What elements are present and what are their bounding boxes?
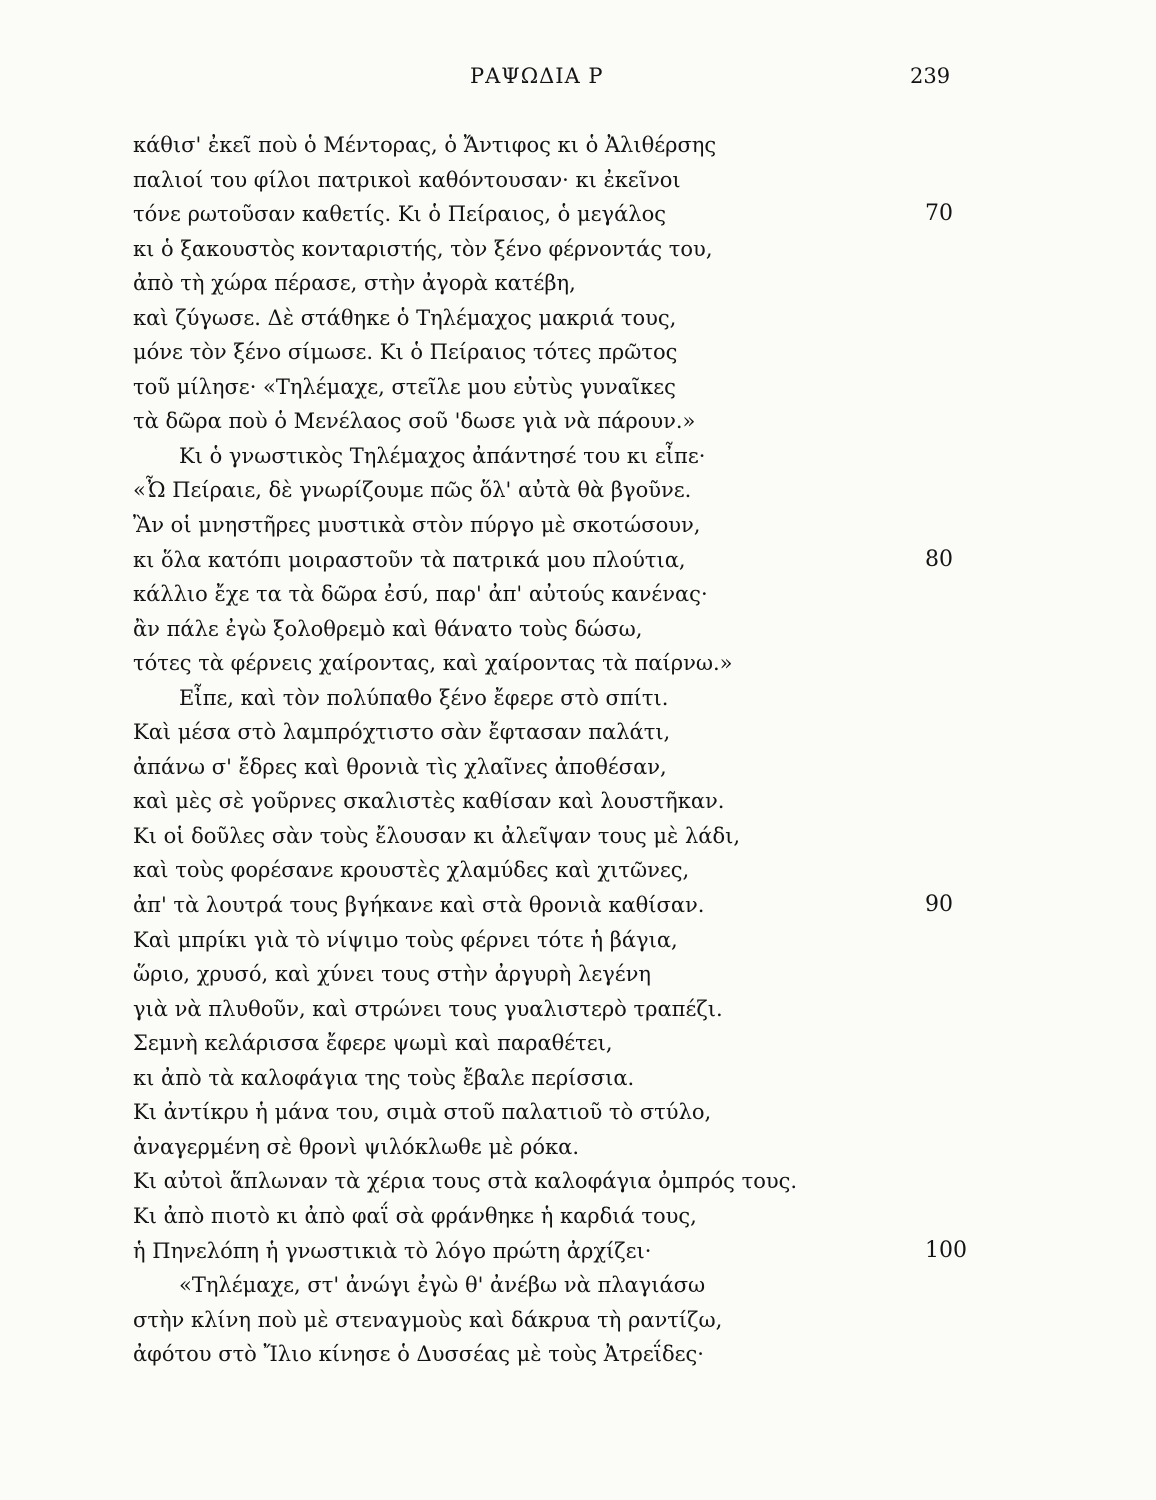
- verse-text: γιὰ νὰ πλυθοῦν, καὶ στρώνει τους γυαλιστερὸ τραπέζι.: [133, 996, 723, 1021]
- verse-text: ἀφότου στὸ Ἴλιο κίνησε ὁ Δυσσέας μὲ τοὺς Ἀτρεΐδες·: [133, 1342, 704, 1367]
- verse-line: [0, 784, 1156, 819]
- verse-line: [0, 1095, 1156, 1130]
- verse-text: τόνε ρωτοῦσαν καθετίς. Κι ὁ Πείραιος, ὁ μεγάλος: [133, 202, 666, 227]
- verse-text: «Τηλέμαχε, στ' ἀνώγι ἐγὼ θ' ἀνέβω νὰ πλαγιάσω: [179, 1273, 706, 1298]
- verse-line: [0, 232, 1156, 267]
- verse-text: κι ὁ ξακουστὸς κονταριστής, τὸν ξένο φέρνοντάς του,: [133, 236, 713, 261]
- verse-line: [0, 646, 1156, 681]
- verse-line: [0, 853, 1156, 888]
- verse-line: [0, 1130, 1156, 1165]
- verse-line: [0, 1164, 1156, 1199]
- verse-text: παλιοί του φίλοι πατρικοὶ καθόντουσαν· κι ἐκεῖνοι: [133, 167, 681, 192]
- verse-line: [0, 301, 1156, 336]
- verse-text: Κι ὁ γνωστικὸς Τηλέμαχος ἀπάντησέ του κι εἶπε·: [179, 443, 706, 468]
- verse-line: [0, 1268, 1156, 1303]
- verse-line: [0, 439, 1156, 474]
- verse-line: [0, 1303, 1156, 1338]
- verse-text: καὶ μὲς σὲ γοῦρνες σκαλιστὲς καθίσαν καὶ λουστῆκαν.: [133, 789, 725, 814]
- verse-text: κι ὅλα κατόπι μοιραστοῦν τὰ πατρικά μου πλούτια,: [133, 547, 686, 572]
- verse-text: Ἂν οἱ μνηστῆρες μυστικὰ στὸν πύργο μὲ σκοτώσουν,: [133, 513, 701, 538]
- verse-text: ὥριο, χρυσό, καὶ χύνει τους στὴν ἀργυρὴ λεγένη: [133, 962, 651, 987]
- verse-line: [0, 128, 1156, 163]
- verse-line: [0, 163, 1156, 198]
- verse-line: [0, 473, 1156, 508]
- verse-text: Κι ἀπὸ πιοτὸ κι ἀπὸ φαΐ σὰ φράνθηκε ἡ καρδιά τους,: [133, 1203, 697, 1228]
- verse-text: κάθισ' ἐκεῖ ποὺ ὁ Μέντορας, ὁ Ἄντιφος κι ὁ Ἀλιθέρσης: [133, 133, 717, 157]
- verse-text: ἀπάνω σ' ἔδρες καὶ θρονιὰ τὶς χλαῖνες ἀποθέσαν,: [133, 754, 667, 779]
- line-number: 80: [925, 546, 953, 572]
- verse-line: [0, 681, 1156, 716]
- verse-line: [0, 335, 1156, 370]
- verse-text: ἀπὸ τὴ χώρα πέρασε, στὴν ἀγορὰ κατέβη,: [133, 271, 576, 296]
- verse-text: στὴν κλίνη ποὺ μὲ στεναγμοὺς καὶ δάκρυα τὴ ραντίζω,: [133, 1307, 723, 1332]
- verse-text: Εἶπε, καὶ τὸν πολύπαθο ξένο ἔφερε στὸ σπίτι.: [179, 685, 669, 710]
- verse-line: [0, 888, 1156, 923]
- verse-text: τότες τὰ φέρνεις χαίροντας, καὶ χαίροντας τὰ παίρνω.»: [133, 651, 733, 676]
- verse-line: [0, 543, 1156, 578]
- verse-line: [0, 957, 1156, 992]
- verse-line: [0, 508, 1156, 543]
- verse-text: Κι αὐτοὶ ἅπλωναν τὰ χέρια τους στὰ καλοφάγια ὀμπρός τους.: [133, 1169, 798, 1194]
- poem-text: [0, 128, 1156, 1372]
- verse-line: [0, 197, 1156, 232]
- verse-line: [0, 370, 1156, 405]
- verse-text: τοῦ μίλησε· «Τηλέμαχε, στεῖλε μου εὐτὺς γυναῖκες: [133, 374, 676, 399]
- verse-line: [0, 1061, 1156, 1096]
- verse-text: ἂν πάλε ἐγὼ ξολοθρεμὸ καὶ θάνατο τοὺς δώσω,: [133, 616, 643, 641]
- line-number: 90: [925, 892, 953, 918]
- verse-line: [0, 992, 1156, 1027]
- verse-text: μόνε τὸν ξένο σίμωσε. Κι ὁ Πείραιος τότες πρῶτος: [133, 340, 678, 365]
- verse-text: Καὶ μπρίκι γιὰ τὸ νίψιμο τοὺς φέρνει τότε ἡ βάγια,: [133, 927, 678, 952]
- line-number: 100: [925, 1237, 967, 1263]
- verse-text: καὶ τοὺς φορέσανε κρουστὲς χλαμύδες καὶ χιτῶνες,: [133, 858, 690, 883]
- verse-text: ἡ Πηνελόπη ἡ γνωστικιὰ τὸ λόγο πρώτη ἀρχίζει·: [133, 1238, 652, 1263]
- verse-line: [0, 1234, 1156, 1269]
- page-number: 239: [910, 64, 951, 88]
- verse-line: [0, 819, 1156, 854]
- verse-text: Κι οἱ δοῦλες σὰν τοὺς ἔλουσαν κι ἀλεῖψαν τους μὲ λάδι,: [133, 823, 741, 848]
- verse-text: Καὶ μέσα στὸ λαμπρόχτιστο σὰν ἔφτασαν παλάτι,: [133, 720, 671, 745]
- verse-line: [0, 612, 1156, 647]
- verse-line: [0, 404, 1156, 439]
- verse-line: [0, 1199, 1156, 1234]
- verse-text: καὶ ζύγωσε. Δὲ στάθηκε ὁ Τηλέμαχος μακριά τους,: [133, 305, 677, 330]
- verse-text: Κι ἀντίκρυ ἡ μάνα του, σιμὰ στοῦ παλατιοῦ τὸ στύλο,: [133, 1100, 712, 1125]
- verse-text: Σεμνὴ κελάρισσα ἔφερε ψωμὶ καὶ παραθέτει,: [133, 1031, 613, 1056]
- verse-line: [0, 1337, 1156, 1372]
- verse-line: [0, 1026, 1156, 1061]
- verse-text: ἀπ' τὰ λουτρά τους βγήκανε καὶ στὰ θρονιὰ καθίσαν.: [133, 893, 705, 918]
- verse-text: «Ὦ Πείραιε, δὲ γνωρίζουμε πῶς ὅλ' αὐτὰ θὰ βγοῦνε.: [133, 478, 692, 503]
- running-head-title: ΡΑΨΩΔΙΑ Ρ: [470, 64, 604, 88]
- verse-text: τὰ δῶρα ποὺ ὁ Μενέλαος σοῦ 'δωσε γιὰ νὰ πάρουν.»: [133, 409, 696, 434]
- line-number: 70: [925, 201, 953, 227]
- verse-line: [0, 923, 1156, 958]
- verse-line: [0, 750, 1156, 785]
- verse-text: κι ἀπὸ τὰ καλοφάγια της τοὺς ἔβαλε περίσσια.: [133, 1065, 635, 1090]
- verse-line: [0, 577, 1156, 612]
- verse-line: [0, 266, 1156, 301]
- verse-line: [0, 715, 1156, 750]
- verse-text: ἀναγερμένη σὲ θρονὶ ψιλόκλωθε μὲ ρόκα.: [133, 1134, 580, 1159]
- verse-text: κάλλιο ἔχε τα τὰ δῶρα ἐσύ, παρ' ἀπ' αὐτούς κανένας·: [133, 582, 708, 607]
